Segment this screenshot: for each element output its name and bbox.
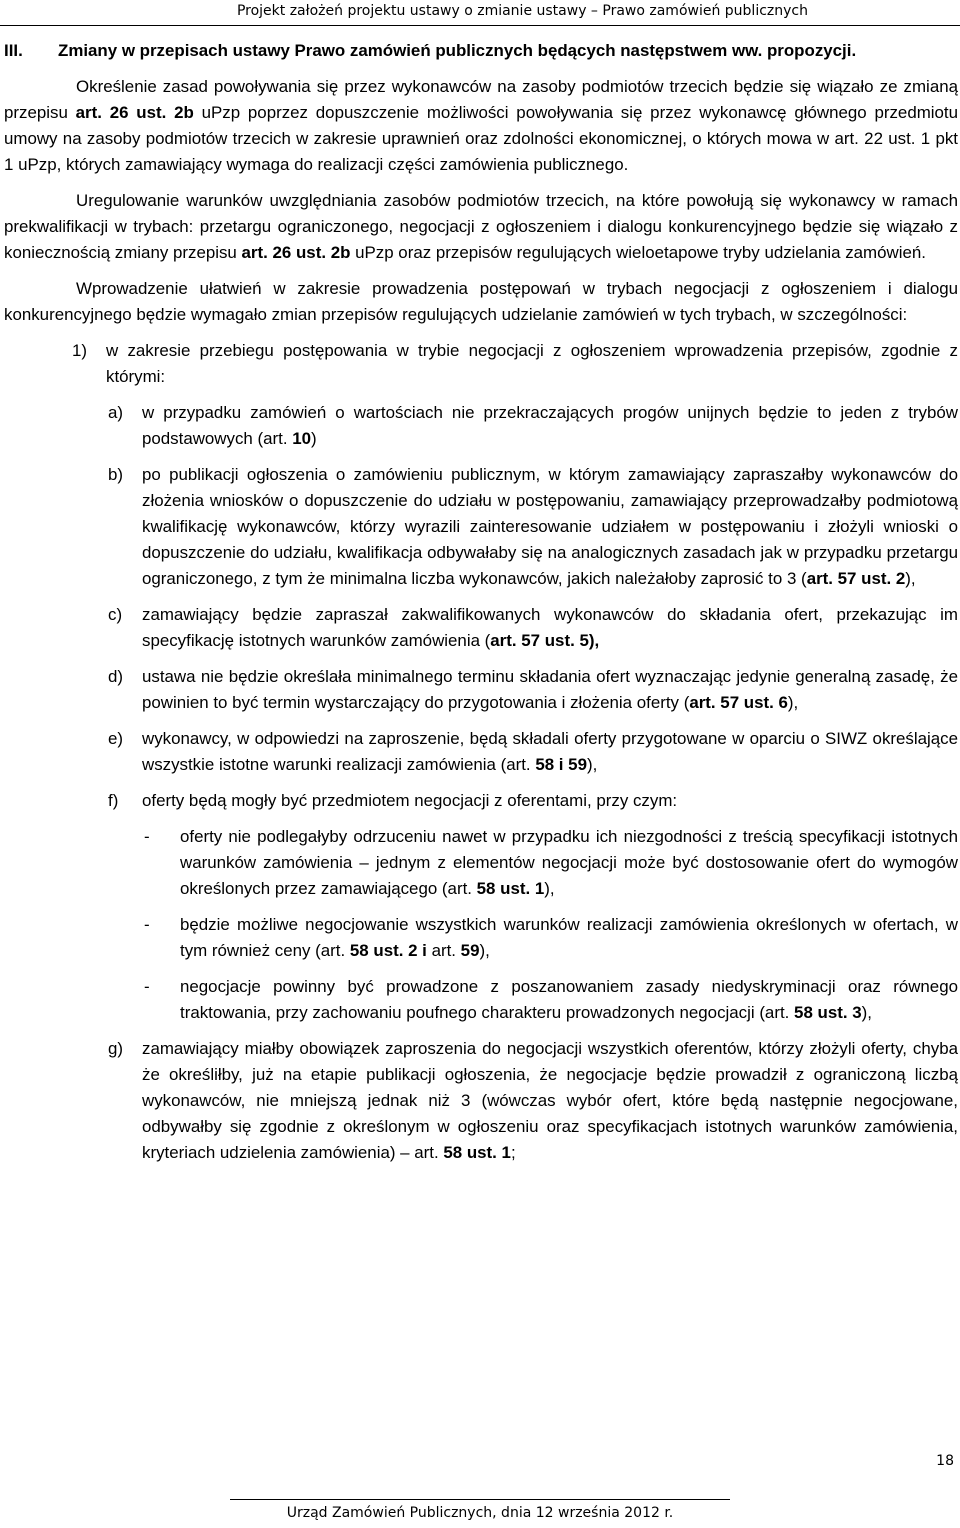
list-item-f [108,788,958,814]
dash-marker: - [144,915,150,934]
dash-item-3 [144,974,958,1026]
list-item-b [108,462,958,592]
list-item-text: oferty będą mogły być przedmiotem negocjacji z oferentami, przy czym: [142,791,678,810]
section-title: Zmiany w przepisach ustawy Prawo zamówień publicznych będących następstwem ww. propozycji. [58,41,857,60]
list-marker: g) [108,1039,124,1058]
list-marker: e) [108,729,124,748]
dash-item-2 [144,912,958,964]
list-item-text: wykonawcy, w odpowiedzi na zaproszenie, będą składali oferty przygotowane w oparciu o SIWZ określające wszystkie istotne warunki realizacji zamówienia (art. 58 i 59), [142,729,958,774]
list-item-text: ustawa nie będzie określała minimalnego terminu składania ofert wyznaczając jedynie generalną zasadę, że powinien to być termin wystarczający do przygotowania i złożenia oferty (art. 57 ust. 6), [142,667,958,712]
list-marker: 1) [72,341,88,360]
paragraph-3: Wprowadzenie ułatwień w zakresie prowadzenia postępowań w trybach negocjacji z ogłoszeniem i dialogu konkurencyjnego będzie wymagało zmian przepisów regulujących udzielanie zamówień w tych trybach, w szczególności: [4,279,958,324]
list-item-1 [72,338,958,390]
dash-marker: - [144,977,150,996]
list-item-text: po publikacji ogłoszenia o zamówieniu publicznym, w którym zamawiający zapraszałby wykonawców do złożenia wniosków o dopuszczenie do udziału w postępowaniu, zamawiający przeprowadzałby podmiotową kwalifikację wykonawców, którzy wyrazili zainteresowanie udziałem w postępowaniu i złożyli wnioski o dopuszczenie do udziału, kwalifikacja odbywałaby się na analogicznych zasadach jak w przypadku przetargu ograniczonego, z tym że minimalna liczba wykonawców, jakich należałoby zaprosić to 3 (art. 57 ust. 2), [142,465,958,588]
list-marker: c) [108,605,123,624]
paragraph-1: Określenie zasad powoływania się przez wykonawców na zasoby podmiotów trzecich będzie się wiązało ze zmianą przepisu art. 26 ust. 2b uPzp poprzez dopuszczenie możliwości powoływania się przez wykonawcę głównego przedmiotu umowy na zasoby podmiotów trzecich w zakresie uprawnień oraz zdolności ekonomicznej, o których mowa w art. 22 ust. 1 pkt 1 uPzp, których zamawiający wymaga do realizacji części zamówienia publicznego. [4,77,959,174]
list-marker: a) [108,403,124,422]
bold-reference: art. 26 ust. 2b [241,243,351,262]
footer-divider [230,1499,730,1500]
list-marker: f) [108,791,119,810]
list-item-text: w przypadku zamówień o wartościach nie przekraczających progów unijnych będzie to jeden z trybów podstawowych (art. 10) [142,403,958,448]
paragraph-2: Uregulowanie warunków uwzględniania zasobów podmiotów trzecich, na które powołują się wykonawcy w ramach prekwalifikacji w trybach: przetargu ograniczonego, negocjacji z ogłoszeniem i dialogu konkurencyjnego będzie się wiązało z koniecznością zmiany przepisu art. 26 ust. 2b uPzp oraz przepisów regulujących wieloetapowe tryby udzielania zamówień. [4,191,958,262]
document-body [4,38,958,1176]
section-number: III. [4,41,23,60]
section-heading [4,38,958,64]
list-item-d [108,664,958,716]
dash-marker: - [144,827,150,846]
list-item-text: w zakresie przebiegu postępowania w trybie negocjacji z ogłoszeniem wprowadzenia przepisów, zgodnie z którymi: [106,341,958,386]
list-item-text: negocjacje powinny być prowadzone z poszanowaniem zasady niedyskryminacji oraz równego traktowania, przy zachowaniu poufnego charakteru prowadzonych negocjacji (art. 58 ust. 3), [180,977,958,1022]
list-item-text: zamawiający będzie zapraszał zakwalifikowanych wykonawców do składania ofert, przekazując im specyfikację istotnych warunków zamówienia (art. 57 ust. 5), [142,605,958,650]
list-item-text: będzie możliwe negocjowanie wszystkich warunków realizacji zamówienia określonych w ofertach, w tym również ceny (art. 58 ust. 2 i art. 59), [180,915,958,960]
list-item-c [108,602,958,654]
running-footer: Urząd Zamówień Publicznych, dnia 12 września 2012 r. [286,1505,674,1521]
list-item-text: oferty nie podlegałyby odrzuceniu nawet w przypadku ich niezgodności z treścią specyfikacji istotnych warunków zamówienia – jednym z elementów negocjacji może być dostosowanie ofert do wymogów określonych przez zamawiającego (art. 58 ust. 1), [180,827,958,898]
bold-reference: art. 26 ust. 2b [75,103,194,122]
list-item-g [108,1036,958,1166]
list-marker: d) [108,667,124,686]
list-item-text: zamawiający miałby obowiązek zaproszenia do negocjacji wszystkich oferentów, którzy złożyli oferty, chyba że określiłby, już na etapie publikacji ogłoszenia, że negocjacje będzie prowadził z ograniczoną liczbą wykonawców, nie mniejszą jednak niż 3 (wówczas wybór ofert, które będą następnie negocjowane, odbywałby się zgodnie z określonym w ogłoszeniu oraz specyfikacjach istotnych warunków zamówienia, kryteriach udzielenia zamówienia) – art. 58 ust. 1; [142,1039,958,1162]
page-number: 18 [936,1453,954,1469]
list-item-a [108,400,958,452]
running-header: Projekt założeń projektu ustawy o zmianie ustawy – Prawo zamówień publicznych [0,0,960,26]
list-item-e [108,726,958,778]
list-marker: b) [108,465,124,484]
dash-item-1 [144,824,958,902]
